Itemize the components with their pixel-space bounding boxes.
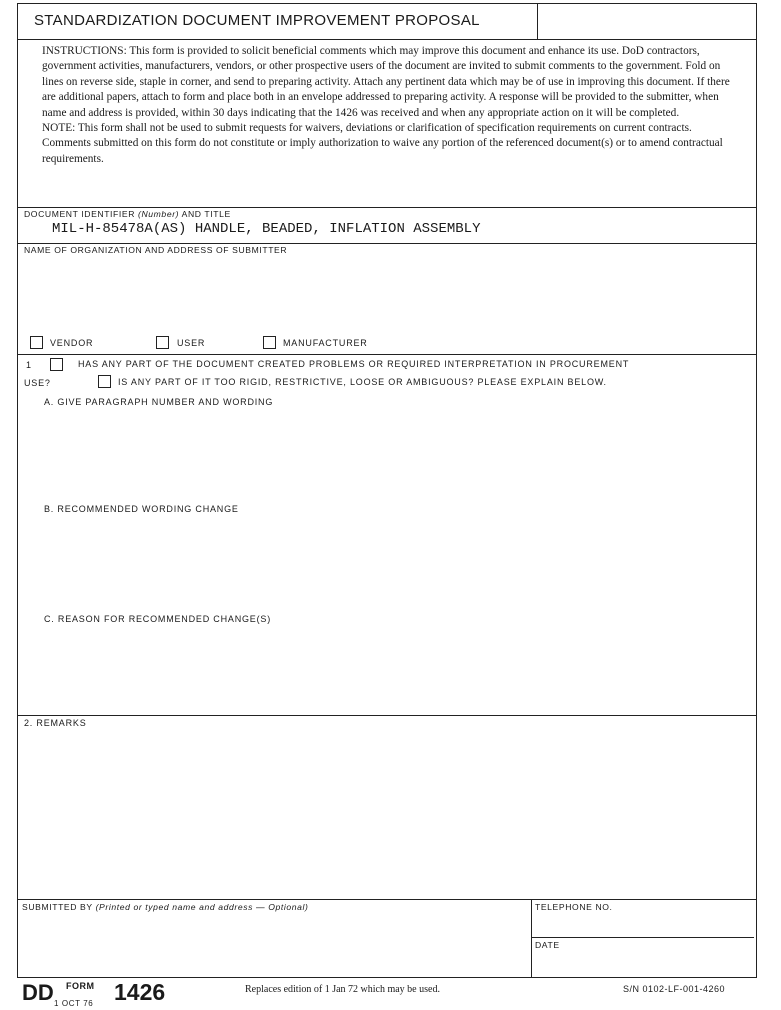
footer-replaces: Replaces edition of 1 Jan 72 which may be used. [245, 984, 440, 995]
remarks-rule [18, 899, 756, 900]
manufacturer-label: MANUFACTURER [283, 338, 368, 348]
q1-checkbox[interactable] [50, 358, 63, 371]
doc-id-label [24, 209, 231, 219]
q1-rule [18, 715, 756, 716]
date-label: DATE [535, 940, 560, 950]
q1-number: 1 [26, 360, 32, 370]
q1a-label: A. GIVE PARAGRAPH NUMBER AND WORDING [44, 397, 274, 407]
user-checkbox[interactable] [156, 336, 169, 349]
doc-id-label-text: DOCUMENT IDENTIFIER [24, 209, 136, 219]
instructions [42, 44, 742, 167]
form-title: STANDARDIZATION DOCUMENT IMPROVEMENT PROPOSAL [34, 12, 480, 29]
footer-stock-number: S/N 0102-LF-001-4260 [623, 984, 726, 994]
form-frame [17, 3, 757, 978]
remarks-field[interactable] [22, 732, 752, 896]
submitted-label [22, 902, 309, 912]
submitted-label-italic: (Printed or typed name and address — Optional) [95, 902, 309, 912]
q1a-field[interactable] [38, 411, 748, 499]
user-label: USER [177, 338, 206, 348]
vendor-label: VENDOR [50, 338, 94, 348]
q1c-field[interactable] [38, 628, 748, 712]
title-right-box[interactable] [538, 4, 756, 39]
q1-use: USE? [24, 378, 51, 388]
footer-form-number: 1426 [114, 979, 166, 1005]
q1-second-checkbox[interactable] [98, 375, 111, 388]
q1c-label: C. REASON FOR RECOMMENDED CHANGE(S) [44, 614, 272, 624]
instructions-rule [18, 207, 756, 208]
footer-dd: DD [22, 980, 54, 1005]
submitted-label-text: SUBMITTED BY [22, 902, 93, 912]
telephone-rule [531, 937, 754, 938]
submitted-field[interactable] [22, 916, 527, 974]
doc-id-label-tail: AND TITLE [181, 209, 231, 219]
org-field[interactable] [22, 258, 752, 334]
q1-text: HAS ANY PART OF THE DOCUMENT CREATED PROBLEMS OR REQUIRED INTERPRETATION IN PROCUREMENT [78, 359, 630, 369]
manufacturer-checkbox[interactable] [263, 336, 276, 349]
date-field[interactable] [534, 952, 752, 974]
org-rule [18, 354, 756, 355]
vendor-checkbox[interactable] [30, 336, 43, 349]
doc-id-rule [18, 243, 756, 244]
org-label: NAME OF ORGANIZATION AND ADDRESS OF SUBMITTER [24, 245, 288, 255]
note-text: NOTE: This form shall not be used to submit requests for waivers, deviations or clarification of specification requirements on current contracts. Comments submitted on this form do not constitute or imply authorization to waive any portion of the referenced document(s) or to amend contractual requirements. [42, 122, 723, 165]
q1-text2: IS ANY PART OF IT TOO RIGID, RESTRICTIVE, LOOSE OR AMBIGUOUS? PLEASE EXPLAIN BELOW. [118, 377, 607, 387]
q1b-label: B. RECOMMENDED WORDING CHANGE [44, 504, 239, 514]
title-rule [18, 39, 756, 40]
q1b-field[interactable] [38, 518, 748, 610]
telephone-label: TELEPHONE NO. [535, 902, 613, 912]
doc-id-label-italic: (Number) [138, 209, 180, 219]
footer-form-date: 1 OCT 76 [54, 999, 94, 1008]
instructions-text: INSTRUCTIONS: This form is provided to solicit beneficial comments which may improve this document and enhance its use. DoD contractors, government activities, manufacturers, vendors, or other prospective users of the document are invited to submit comments to the government. Fold on lines on reverse side, staple in corner, and send to preparing activity. Attach any pertinent data which may be of use in improving this document. If there are additional papers, attach to form and place both in an envelope addressed to preparing activity. A response will be provided to the submitter, when name and address is provided, within 30 days indicating that the 1426 was received and when any appropriate action on it will be completed. [42, 45, 730, 119]
remarks-label: 2. REMARKS [24, 718, 87, 728]
submitted-divider [531, 899, 532, 977]
footer-form-word: FORM [66, 981, 95, 991]
doc-id-value[interactable]: MIL-H-85478A(AS) HANDLE, BEADED, INFLATION ASSEMBLY [52, 221, 481, 237]
telephone-field[interactable] [534, 914, 752, 936]
